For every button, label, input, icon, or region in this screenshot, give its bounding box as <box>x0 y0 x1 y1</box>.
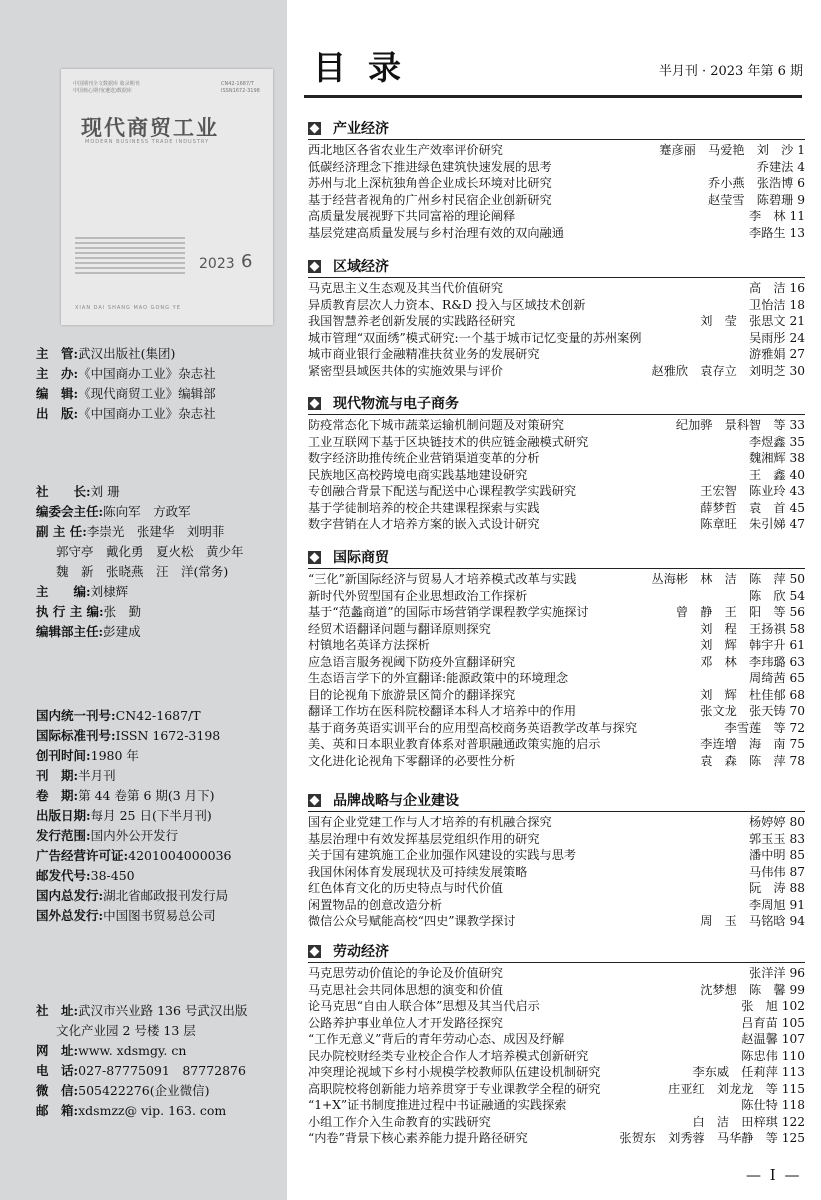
info-value: 张 勤 <box>103 604 142 619</box>
info-label: 主 编: <box>36 584 91 599</box>
info-label: 出版日期: <box>36 808 91 823</box>
article-title: 专创融合背景下配送与配送中心课程教学实践研究 <box>308 484 577 498</box>
cover-thumbnail <box>61 69 273 325</box>
article-title: 基层党建高质量发展与乡村治理有效的双向融通 <box>308 225 564 240</box>
section-title: 产业经济 <box>333 121 389 137</box>
toc-entry[interactable] <box>308 346 805 363</box>
article-authors-page: 赵莹雪 陈碧珊 9 <box>708 192 805 207</box>
info-value: 郭守亭 戴化勇 夏火松 黄少年 <box>56 544 244 559</box>
info-value: 中国图书贸易总公司 <box>103 908 216 923</box>
info-row <box>36 906 232 926</box>
section-heading <box>308 392 805 415</box>
article-authors-page: 赵温馨 107 <box>741 1032 805 1046</box>
article-title: 基于“范蠡商道”的国际市场营销学课程教学实施探讨 <box>308 605 589 619</box>
info-row <box>36 384 216 404</box>
article-title: 目的论视角下旅游景区简介的翻译探究 <box>308 687 516 702</box>
toc-entry[interactable] <box>308 604 805 621</box>
info-label: 主 办: <box>36 366 79 381</box>
info-label: 发行范围: <box>36 828 91 843</box>
info-value: 文化产业园 2 号楼 13 层 <box>56 1023 196 1038</box>
info-value: 4201004000036 <box>128 848 232 863</box>
info-row <box>36 846 232 866</box>
info-row <box>36 1101 247 1121</box>
info-label: 编 辑: <box>36 386 79 401</box>
info-label: 国际标准刊号: <box>36 728 116 743</box>
article-authors-page: 乔小燕 张浩博 6 <box>708 176 805 190</box>
section-heading <box>308 546 805 569</box>
toc-section <box>308 940 805 1147</box>
toc-entry[interactable] <box>308 313 805 330</box>
article-authors-page: 刘 程 王扬祺 58 <box>700 621 805 636</box>
article-title: 苏州与北上深杭独角兽企业成长环境对比研究 <box>308 176 552 190</box>
article-authors-page: 沈梦想 陈 馨 99 <box>700 982 805 997</box>
diamond-icon <box>308 794 321 807</box>
info-row <box>36 404 216 424</box>
toc-entry[interactable] <box>308 192 805 209</box>
article-authors-page: 薛梦哲 袁 首 45 <box>700 500 805 515</box>
toc-entry[interactable] <box>308 208 805 225</box>
article-title: 文化进化论视角下零翻译的必要性分析 <box>308 753 516 768</box>
article-title: 民族地区高校跨境电商实践基地建设研究 <box>308 467 528 482</box>
cover-issue-number: 6 <box>241 251 253 272</box>
info-row <box>36 806 232 826</box>
article-authors-page: 高 洁 16 <box>749 281 805 295</box>
issue-label: 半月刊 · 2023 年第 6 期 <box>658 64 803 79</box>
toc-section <box>308 117 805 241</box>
toc-entry[interactable] <box>308 417 805 434</box>
info-label: 国内总发行: <box>36 888 104 903</box>
article-authors-page: 潘中明 85 <box>749 848 805 862</box>
article-authors-page: 刘 辉 杜佳郁 68 <box>700 687 805 702</box>
toc-entry[interactable] <box>308 637 805 654</box>
article-title: 论马克思“自由人联合体”思想及其当代启示 <box>308 999 540 1013</box>
cover-year: 2023 <box>199 256 235 272</box>
article-authors-page: 邓 林 李玮璐 63 <box>700 654 805 669</box>
toc-entry[interactable] <box>308 297 805 314</box>
article-title: 高质量发展视野下共同富裕的理论阐释 <box>308 209 516 223</box>
toc-entry[interactable] <box>308 880 805 897</box>
info-label: 网 址: <box>36 1043 79 1058</box>
cover-issn: CN42-1687/T ISSN1672-3198 <box>221 81 260 94</box>
info-row <box>36 482 244 502</box>
info-label: 创刊时间: <box>36 748 91 763</box>
article-authors-page: 李周旭 91 <box>749 897 805 912</box>
section-heading <box>308 255 805 278</box>
article-title: 高职院校将创新能力培养贯穿于专业课教学全程的研究 <box>308 1081 601 1096</box>
info-label: 执 行 主 编: <box>36 604 104 619</box>
toc-entry[interactable] <box>308 516 805 533</box>
article-authors-page: 阮 涛 88 <box>749 881 805 895</box>
info-row <box>36 1061 247 1081</box>
toc-entry[interactable] <box>308 363 805 380</box>
info-row <box>36 344 216 364</box>
article-title: 马克思社会共同体思想的演变和价值 <box>308 982 503 997</box>
info-label: 电 话: <box>36 1063 79 1078</box>
article-title: 国有企业党建工作与人才培养的有机融合探究 <box>308 815 552 829</box>
section-heading <box>308 789 805 812</box>
section-title: 劳动经济 <box>333 944 389 960</box>
toc-entry[interactable] <box>308 1114 805 1131</box>
info-value: www. xdsmgy. cn <box>78 1043 187 1058</box>
toc-entry[interactable] <box>308 434 805 451</box>
toc-entry[interactable] <box>308 864 805 881</box>
toc-entry[interactable] <box>308 736 805 753</box>
section-title: 区域经济 <box>333 259 389 275</box>
info-value: 1980 年 <box>90 748 139 763</box>
info-label: 国外总发行: <box>36 908 104 923</box>
info-value: xdsmzz@ vip. 163. com <box>78 1103 227 1118</box>
article-authors-page: 李雪莲 等 72 <box>724 720 805 735</box>
info-label: 副 主 任: <box>36 524 87 539</box>
article-authors-page: 赵雅欣 袁存立 刘明芝 30 <box>651 363 805 378</box>
masthead-panel <box>0 0 287 1200</box>
article-authors-page: 陈仕特 118 <box>741 1098 805 1112</box>
article-title: 民办院校财经类专业校企合作人才培养模式创新研究 <box>308 1048 589 1063</box>
diamond-icon <box>308 551 321 564</box>
article-authors-page: 纪加骅 景科智 等 33 <box>675 418 805 432</box>
article-authors-page: 张文龙 张天铸 70 <box>700 704 805 718</box>
article-title: 基于商务英语实训平台的应用型高校商务英语教学改革与探究 <box>308 720 638 735</box>
article-authors-page: 陈 欣 54 <box>749 588 805 603</box>
article-authors-page: 王 鑫 40 <box>749 467 805 482</box>
info-row <box>36 726 232 746</box>
article-title: 城市管理“双面绣”模式研究:一个基于城市记忆变量的苏州案例 <box>308 330 642 345</box>
info-label: 编辑部主任: <box>36 624 104 639</box>
article-authors-page: 王宏智 陈业玲 43 <box>700 484 805 498</box>
diamond-icon <box>308 397 321 410</box>
toc-entry[interactable] <box>308 467 805 484</box>
toc-section <box>308 546 805 769</box>
article-title: 关于国有建筑施工企业加强作风建设的实践与思考 <box>308 848 577 862</box>
article-title: 美、英和日本职业教育体系对普职融通政策实施的启示 <box>308 737 601 751</box>
article-title: 基于经营者视角的广州乡村民宿企业创新研究 <box>308 192 552 207</box>
article-title: 翻译工作坊在医科院校翻译本科人才培养中的作用 <box>308 704 577 718</box>
toc-entry[interactable] <box>308 500 805 517</box>
info-label: 邮 箱: <box>36 1103 79 1118</box>
article-authors-page: 张 旭 102 <box>741 999 805 1013</box>
info-value: 每月 25 日(下半月刊) <box>90 808 212 823</box>
info-row <box>36 622 244 642</box>
info-row <box>36 602 244 622</box>
toc-section <box>308 392 805 533</box>
article-authors-page: 周 玉 马铭晗 94 <box>700 914 805 928</box>
article-title: “1+X”证书制度推进过程中书证融通的实践探索 <box>308 1098 567 1112</box>
info-value: 半月刊 <box>78 768 116 783</box>
info-label: 卷 期: <box>36 788 79 803</box>
diamond-icon <box>308 260 321 273</box>
article-authors-page: 卫怡洁 18 <box>749 297 805 312</box>
article-title: 微信公众号赋能高校“四史”课教学探讨 <box>308 914 516 928</box>
toc-entry[interactable] <box>308 982 805 999</box>
article-title: 公路养护事业单位人才开发路径探究 <box>308 1015 503 1030</box>
info-row <box>36 364 216 384</box>
article-authors-page: 刘 辉 韩宇升 61 <box>700 638 805 652</box>
info-label: 刊 期: <box>36 768 79 783</box>
info-row <box>36 562 244 582</box>
article-authors-page: 李连增 海 南 75 <box>700 737 805 751</box>
info-label: 社 长: <box>36 484 91 499</box>
article-authors-page: 袁 森 陈 萍 78 <box>700 753 805 768</box>
cover-english-title: MODERN BUSINESS TRADE INDUSTRY <box>85 139 210 145</box>
toc-entry[interactable] <box>308 720 805 737</box>
info-value: 505422276(企业微信) <box>78 1083 210 1098</box>
info-row <box>36 1021 247 1041</box>
article-title: 紧密型县域医共体的实施效果与评价 <box>308 363 503 378</box>
info-value: 陈向军 方政军 <box>103 504 191 519</box>
toc-entry[interactable] <box>308 1130 805 1147</box>
toc-entry[interactable] <box>308 142 805 159</box>
toc-entry[interactable] <box>308 450 805 467</box>
diamond-icon <box>308 945 321 958</box>
article-authors-page: 郭玉玉 83 <box>749 831 805 846</box>
toc-entry[interactable] <box>308 1048 805 1065</box>
info-row <box>36 706 232 726</box>
toc-section <box>308 255 805 379</box>
info-row <box>36 1081 247 1101</box>
page-title: 目录 <box>313 48 423 87</box>
toc-entry[interactable] <box>308 159 805 176</box>
article-authors-page: 李路生 13 <box>749 225 805 240</box>
toc-entry[interactable] <box>308 753 805 770</box>
info-row <box>36 1001 247 1021</box>
article-title: 应急语言服务视阈下防疫外宣翻译研究 <box>308 654 516 669</box>
toc-entry[interactable] <box>308 588 805 605</box>
toc-section <box>308 789 805 930</box>
article-title: 马克思主义生态观及其当代价值研究 <box>308 281 503 295</box>
diamond-icon <box>308 122 321 135</box>
article-title: 生态语言学下的外宣翻译:能源政策中的环境理念 <box>308 671 569 685</box>
article-title: 红色体育文化的历史特点与时代价值 <box>308 881 503 895</box>
article-authors-page: 白 洁 田梓琪 122 <box>692 1114 805 1129</box>
info-label: 邮发代号: <box>36 868 91 883</box>
toc-entry[interactable] <box>308 1031 805 1048</box>
toc-entry[interactable] <box>308 225 805 242</box>
section-title: 现代物流与电子商务 <box>333 396 459 412</box>
article-authors-page: 陈忠伟 110 <box>741 1048 805 1063</box>
article-authors-page: 丛海彬 林 洁 陈 萍 50 <box>651 572 805 586</box>
publication-details <box>36 706 232 926</box>
article-authors-page: 庄亚红 刘龙龙 等 115 <box>668 1081 805 1096</box>
info-row <box>36 786 232 806</box>
info-value: 魏 新 张晓燕 汪 洋(常务) <box>56 564 229 579</box>
article-authors-page: 吴雨彤 24 <box>749 330 805 345</box>
info-value: 《现代商贸工业》编辑部 <box>78 386 216 401</box>
article-authors-page: 马伟伟 87 <box>749 864 805 879</box>
article-title: 我国智慧养老创新发展的实践路径研究 <box>308 314 516 328</box>
info-label: 微 信: <box>36 1083 79 1098</box>
info-value: 武汉出版社(集团) <box>78 346 176 361</box>
info-row <box>36 522 244 542</box>
toc-entry[interactable] <box>308 654 805 671</box>
article-authors-page: 陈章旺 朱引娣 47 <box>700 517 805 531</box>
article-authors-page: 魏湘辉 38 <box>749 451 805 465</box>
article-title: 工业互联网下基于区块链技术的供应链金融模式研究 <box>308 434 589 449</box>
toc-entry[interactable] <box>308 703 805 720</box>
info-label: 社 址: <box>36 1003 79 1018</box>
article-title: 防疫常态化下城市蔬菜运输机制问题及对策研究 <box>308 418 564 432</box>
article-authors-page: 周绮茜 65 <box>749 671 805 685</box>
info-row <box>36 1041 247 1061</box>
toc-entry[interactable] <box>308 847 805 864</box>
toc-entry[interactable] <box>308 687 805 704</box>
info-value: 彭建成 <box>103 624 141 639</box>
article-authors-page: 蹇彦丽 马爱艳 刘 沙 1 <box>659 143 805 157</box>
article-authors-page: 吕育苗 105 <box>741 1015 805 1030</box>
article-title: 新时代外贸型国有企业思想政治工作探析 <box>308 588 528 603</box>
toc-entry[interactable] <box>308 1097 805 1114</box>
article-authors-page: 李东威 任莉萍 113 <box>692 1065 805 1079</box>
section-heading <box>308 117 805 140</box>
page-number: — I — <box>746 1166 802 1184</box>
info-value: 《中国商办工业》杂志社 <box>78 366 216 381</box>
info-value: CN42-1687/T <box>115 708 201 723</box>
toc-entry[interactable] <box>308 330 805 347</box>
info-row <box>36 582 244 602</box>
contact-info <box>36 1001 247 1121</box>
info-value: 李崇光 张建华 刘明菲 <box>86 524 225 539</box>
article-title: 基层治理中有效发挥基层党组织作用的研究 <box>308 831 540 846</box>
article-title: 基于学徒制培养的校企共建课程探索与实践 <box>308 500 540 515</box>
toc-entry[interactable] <box>308 831 805 848</box>
article-authors-page: 李煜鑫 35 <box>749 434 805 449</box>
editorial-board <box>36 482 244 642</box>
info-value: 《中国商办工业》杂志社 <box>78 406 216 421</box>
toc-entry[interactable] <box>308 280 805 297</box>
info-row <box>36 542 244 562</box>
article-title: 马克思劳动价值论的争论及价值研究 <box>308 966 503 980</box>
article-title: 数字营销在人才培养方案的嵌入式设计研究 <box>308 517 540 531</box>
toc-entry[interactable] <box>308 814 805 831</box>
info-value: 38-450 <box>90 868 135 883</box>
article-title: 城市商业银行金融精准扶贫业务的发展研究 <box>308 347 540 361</box>
article-authors-page: 杨婷婷 80 <box>749 815 805 829</box>
info-value: 刘 珊 <box>90 484 120 499</box>
cover-index-lines: 中国期刊全文数据库 收录期刊 中国核心期刊(遴选)数据库 <box>73 81 140 94</box>
article-title: “工作无意义”背后的青年劳动心态、成因及纾解 <box>308 1032 565 1046</box>
article-title: 数字经济助推传统企业营销渠道变革的分析 <box>308 451 540 465</box>
toc-entry[interactable] <box>308 621 805 638</box>
info-value: 湖北省邮政报刊发行局 <box>103 888 229 903</box>
toc-entry[interactable] <box>308 483 805 500</box>
section-title: 品牌战略与企业建设 <box>333 793 459 809</box>
toc-entry[interactable] <box>308 571 805 588</box>
info-value: 国内外公开发行 <box>90 828 179 843</box>
article-title: 西北地区各省农业生产效率评价研究 <box>308 143 503 157</box>
article-title: “内卷”背景下核心素养能力提升路径研究 <box>308 1131 528 1145</box>
article-title: 低碳经济理念下推进绿色建筑快速发展的思考 <box>308 159 552 174</box>
article-title: 我国休闲体育发展现状及可持续发展策略 <box>308 864 528 879</box>
article-title: 闲置物品的创意改造分析 <box>308 897 443 912</box>
toc-entry[interactable] <box>308 1064 805 1081</box>
toc-entry[interactable] <box>308 1081 805 1098</box>
article-title: 异质教育层次人力资本、R&D 投入与区域技术创新 <box>308 297 586 312</box>
toc-entry[interactable] <box>308 965 805 982</box>
section-heading <box>308 940 805 963</box>
article-authors-page: 张贺东 刘秀蓉 马华静 等 125 <box>619 1131 805 1145</box>
article-authors-page: 张洋洋 96 <box>749 966 805 980</box>
section-title: 国际商贸 <box>333 550 389 566</box>
article-authors-page: 乔建法 4 <box>756 159 805 174</box>
toc-entry[interactable] <box>308 1015 805 1032</box>
info-row <box>36 502 244 522</box>
article-title: 村镇地名英译方法探析 <box>308 638 430 652</box>
info-label: 广告经营许可证: <box>36 848 129 863</box>
cover-title: 现代商贸工业 <box>81 115 219 140</box>
info-value: ISSN 1672-3198 <box>115 728 221 743</box>
publisher-info <box>36 344 216 424</box>
article-title: 小组工作介入生命教育的实践研究 <box>308 1114 491 1129</box>
info-row <box>36 766 232 786</box>
cover-text-block <box>75 237 185 287</box>
toc-entry[interactable] <box>308 670 805 687</box>
toc-entry[interactable] <box>308 913 805 930</box>
toc-entry[interactable] <box>308 998 805 1015</box>
toc-entry[interactable] <box>308 175 805 192</box>
info-label: 编委会主任: <box>36 504 104 519</box>
info-row <box>36 886 232 906</box>
cover-pinyin: XIAN DAI SHANG MAO GONG YE <box>75 305 181 311</box>
article-title: 经贸术语翻译问题与翻译原则探究 <box>308 621 491 636</box>
info-value: 第 44 卷第 6 期(3 月下) <box>78 788 215 803</box>
info-label: 出 版: <box>36 406 79 421</box>
info-row <box>36 866 232 886</box>
info-value: 刘棣辉 <box>90 584 129 599</box>
article-authors-page: 游雅娟 27 <box>749 347 805 361</box>
article-authors-page: 李 林 11 <box>749 209 805 223</box>
header-rule <box>304 95 802 98</box>
info-row <box>36 746 232 766</box>
info-row <box>36 826 232 846</box>
article-title: 冲突理论视域下乡村小规模学校教师队伍建设机制研究 <box>308 1065 601 1079</box>
info-value: 027-87775091 87772876 <box>78 1063 246 1078</box>
article-authors-page: 曾 静 王 阳 等 56 <box>675 605 805 619</box>
info-label: 国内统一刊号: <box>36 708 116 723</box>
toc-entry[interactable] <box>308 897 805 914</box>
article-authors-page: 刘 莹 张思文 21 <box>700 314 805 328</box>
info-label: 主 管: <box>36 346 79 361</box>
article-title: “三化”新国际经济与贸易人才培养模式改革与实践 <box>308 572 577 586</box>
info-value: 武汉市兴业路 136 号武汉出版 <box>78 1003 248 1018</box>
